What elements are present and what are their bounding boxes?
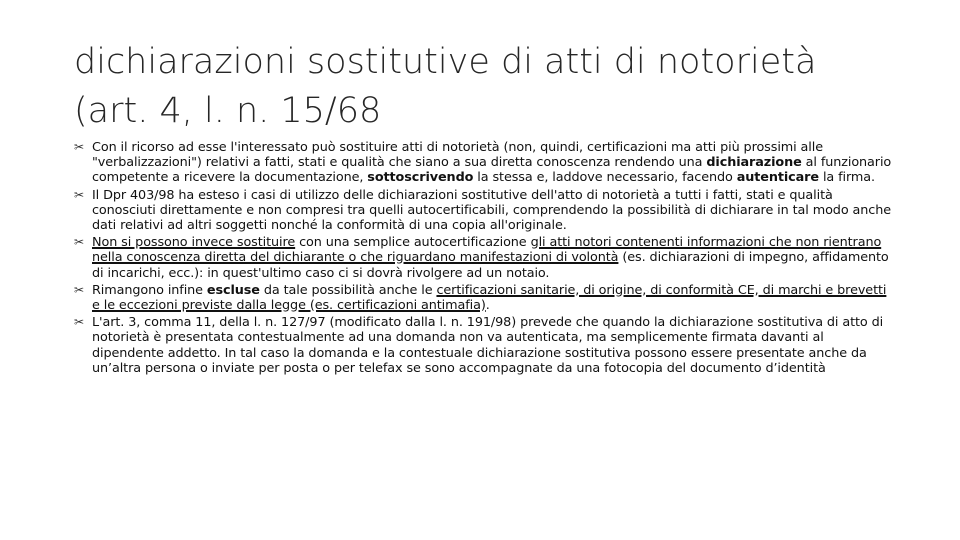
text-segment: Con il ricorso ad esse l'interessato può sostituire atti di notorietà (non, quindi, certificazioni ma atti più prossimi alle "verbalizzazioni") relativi a fatti, stati e qualità che siano a sua diretta conoscenza rendendo una [92,140,823,171]
text-segment: Il Dpr 403/98 ha esteso i casi di utilizzo delle dichiarazioni sostitutive dell'atto di notorietà a tutti i fatti, stati e qualità conosciuti direttamente e non compresi tra quelli autocertificabili, comprendendo la possibilità di dichiarare in tal modo anche dati relativi ad altri soggetti nonché la conformità di una copia all'originale. [92,187,891,234]
scissors-bullet-icon: ✂ [74,187,84,202]
scissors-bullet-icon: ✂ [74,235,84,250]
bullet-text [92,235,894,281]
slide-title [74,38,914,136]
scissors-bullet-icon: ✂ [74,140,84,154]
title-line-2: (art. 4, l. n. 15/68 [74,91,382,131]
bold-text: dichiarazione [706,155,802,171]
text-segment: L'art. 3, comma 11, della l. n. 127/97 (modificato dalla l. n. 191/98) prevede che quando la dichiarazione sostitutiva di atto di notorietà è presentata contestualmente ad una domanda non va autenticata, ma semplicemente firmata davanti al dipendente addetto. In tal caso la domanda e la contestuale dichiarazione sostitutiva possono essere presentate anche da un’altra persona o inviate per posta o per telefax se sono accompagnate da una fotocopia del documento d’identità [92,315,884,376]
text-segment: Rimangono infine [92,282,207,298]
title-line-1: dichiarazioni sostitutive di atti di notorietà [74,42,817,82]
bullet-text [92,315,894,376]
text-segment: (es. dichiarazioni di impegno, affidamento di incarichi, ecc.): in quest'ultimo caso ci si dovrà rivolgere ad un notaio. [92,250,889,281]
bullet-paragraph [74,188,894,234]
bullet-text [92,283,894,313]
bold-text: autenticare [736,170,819,186]
bold-text: escluse [206,282,260,298]
bullet-text [92,140,894,186]
text-segment: con una semplice autocertificazione [295,235,531,251]
scissors-bullet-icon: ✂ [74,282,84,297]
underlined-text: gli atti notori contenenti informazioni che non rientrano nella conoscenza diretta del dichiarante o che riguardano manifestazioni di volontà [92,235,882,266]
bold-text: sottoscrivendo [367,170,474,186]
text-segment: la stessa e, laddove necessario, facendo [473,170,737,186]
text-segment: da tale possibilità anche le [259,282,437,298]
bullet-paragraph [74,140,894,186]
text-segment: la firma. [818,170,875,186]
bullet-paragraph [74,283,894,313]
bullet-text [92,188,894,234]
underlined-text: Non si possono invece sostituire [92,235,296,251]
underlined-text: certificazioni sanitarie, di origine, di conformità CE, di marchi e brevetti e le eccezioni previste dalla legge (es. certificazioni antimafia) [92,282,887,314]
text-segment: . [485,298,490,314]
bullet-paragraph [74,235,894,281]
scissors-bullet-icon: ✂ [74,315,84,330]
text-segment: al funzionario competente a ricevere la documentazione, [92,155,892,186]
bullet-paragraph [74,315,894,376]
slide-body [74,140,894,378]
